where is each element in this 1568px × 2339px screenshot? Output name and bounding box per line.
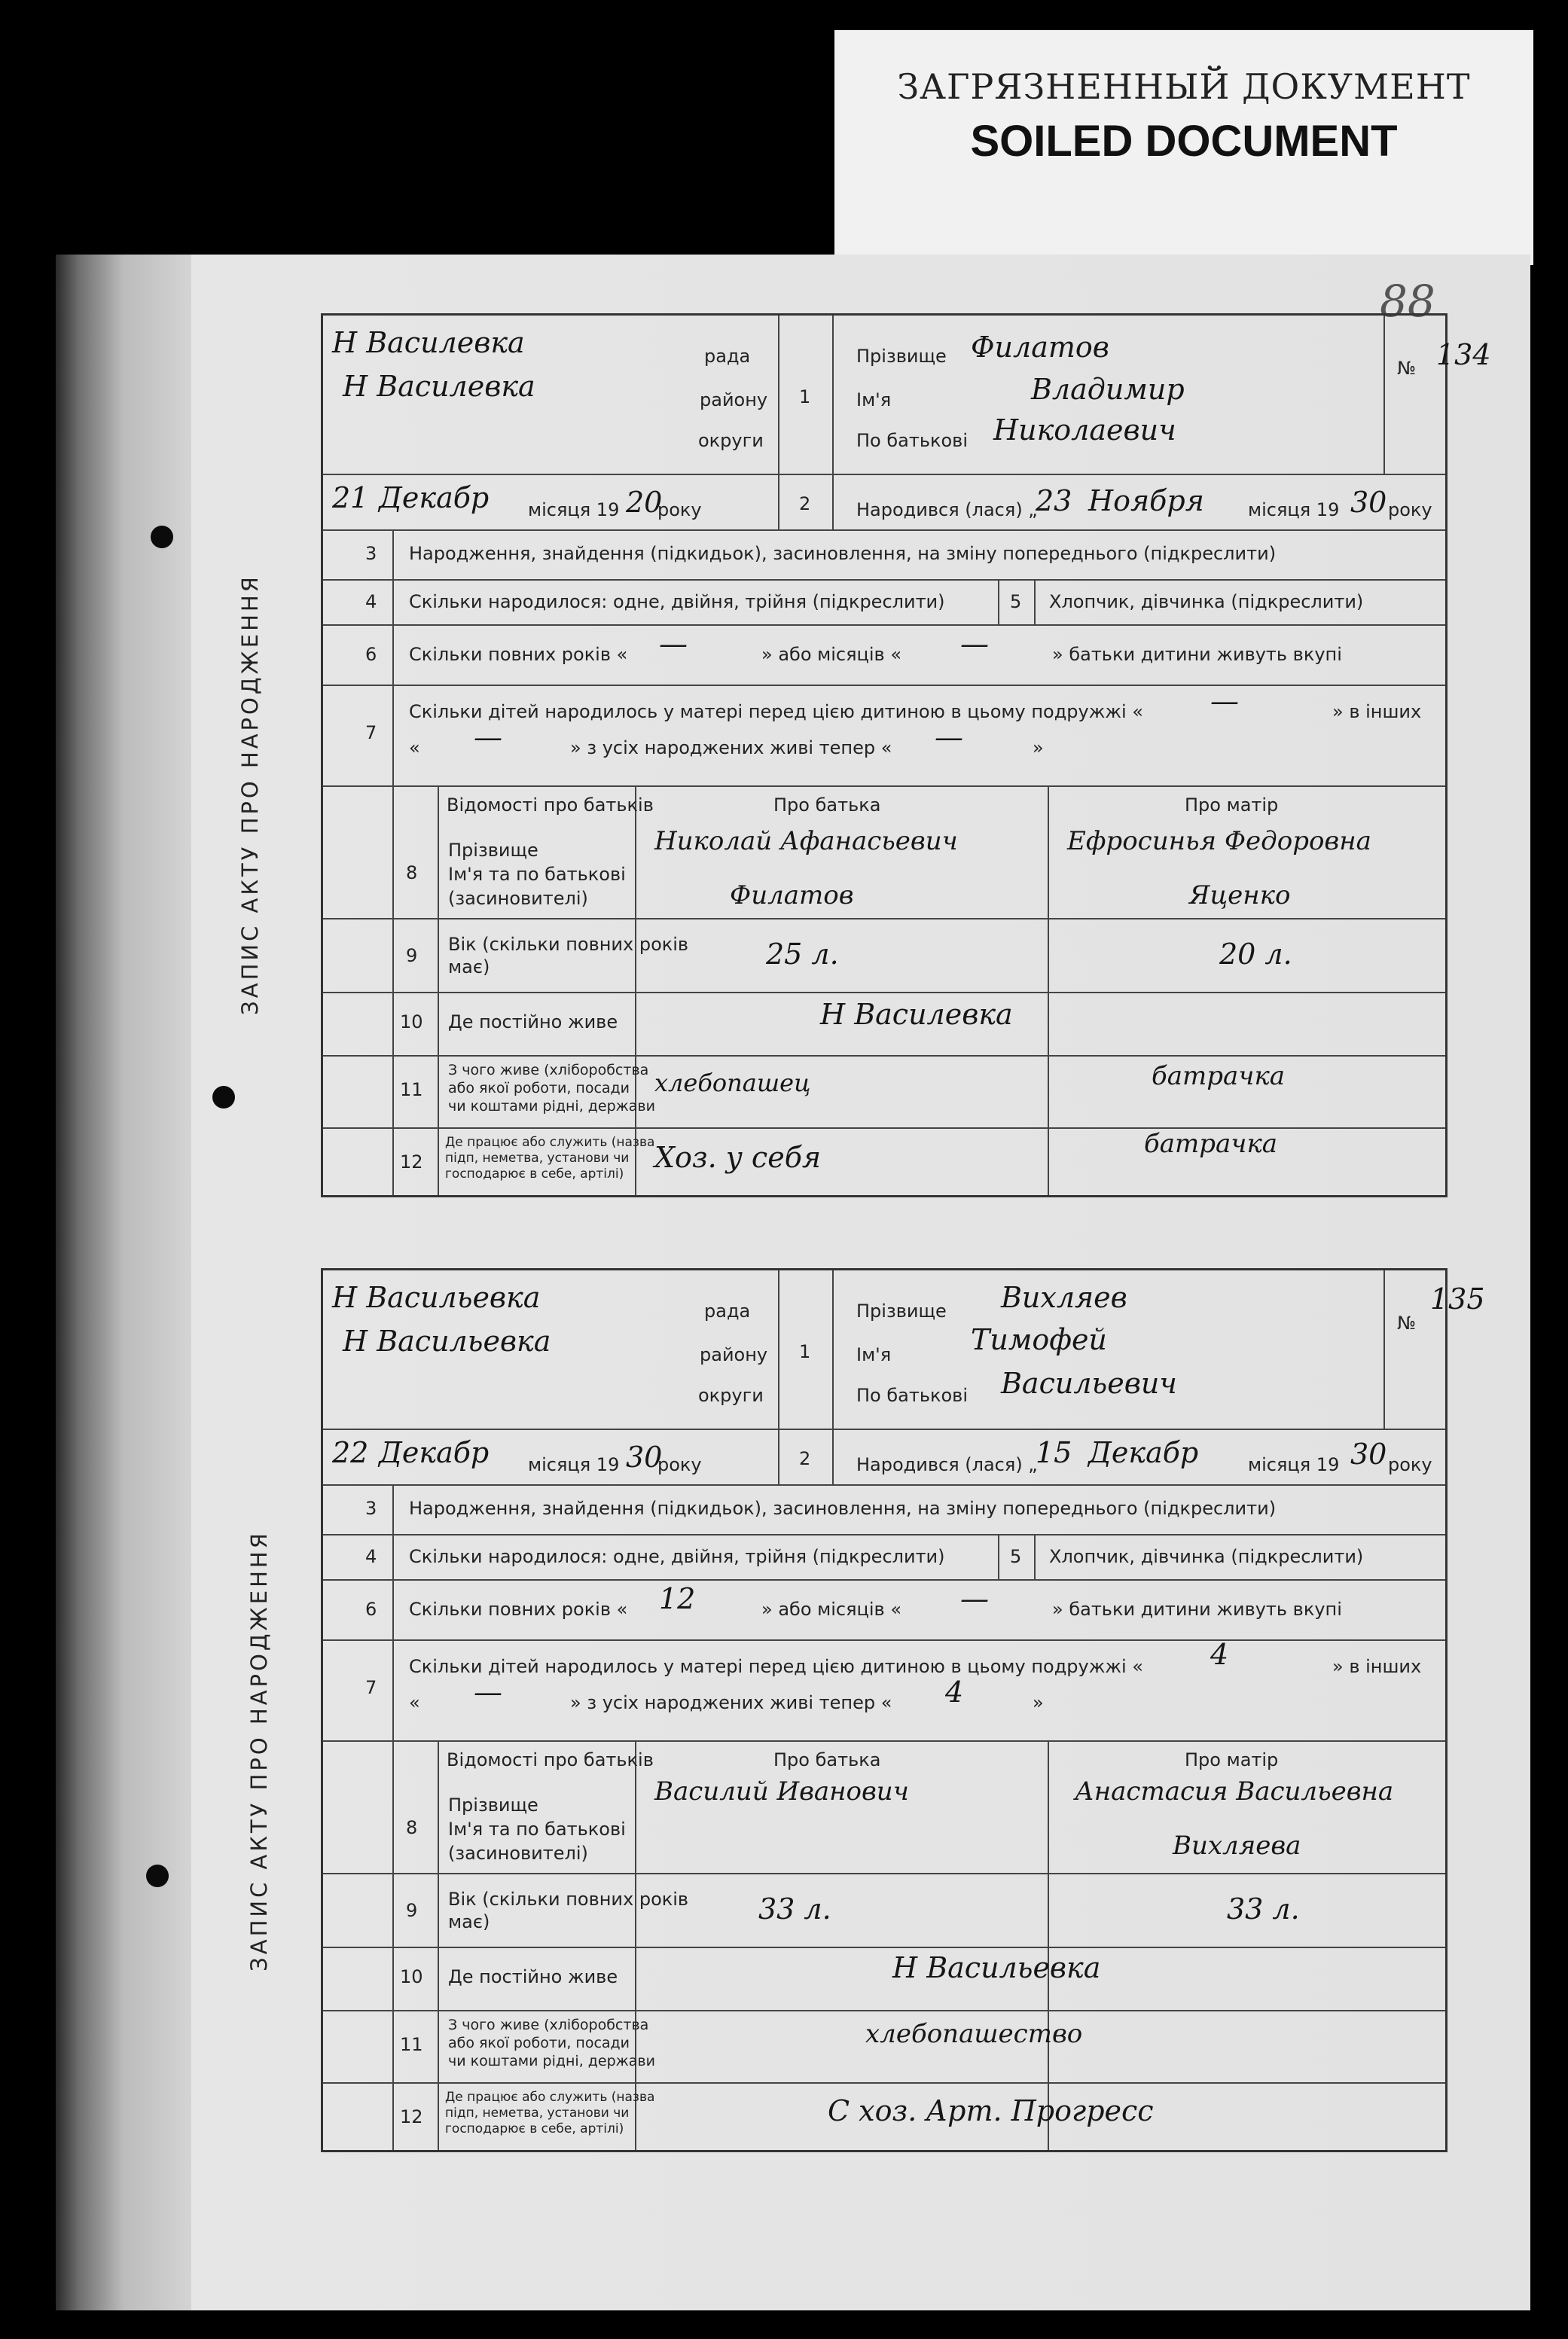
section-number: 10 — [400, 1966, 423, 1987]
children-alive-label: » з усіх народжених живі тепер « — [570, 737, 892, 758]
record-number: 135 — [1430, 1282, 1485, 1316]
birth-month-label: місяця 19 — [1248, 499, 1340, 520]
residence-label: Де постійно живе — [448, 1011, 618, 1032]
workplace-label: Де працює або служить (назва підп, неметва, установи чи господарює в себе, артілі) — [445, 2090, 655, 2136]
raion-value: Н Васильевка — [343, 1325, 551, 1358]
residence-value: Н Василевка — [820, 998, 1013, 1031]
mother-surname-value: Яценко — [1189, 880, 1291, 910]
children-other-label: » в інших — [1332, 701, 1422, 722]
children-other-label: » в інших — [1332, 1656, 1422, 1677]
mother-work-value: батрачка — [1144, 1129, 1278, 1159]
children-alive-close: » — [1033, 1692, 1044, 1713]
mother-livelihood-value: батрачка — [1152, 1061, 1286, 1091]
section-number: 7 — [365, 1677, 377, 1698]
residence-value: Н Васильевка — [892, 1951, 1101, 1984]
parents-together-label: » батьки дитини живуть вкупі — [1052, 644, 1342, 665]
children-before-label: Скільки дітей народилось у матері перед цією дитиною в цьому подружжі « — [409, 1656, 1143, 1677]
reg-month-label: місяця 19 — [528, 1454, 620, 1475]
section-number: 1 — [799, 386, 811, 407]
surname-label: Прізвище — [856, 1301, 947, 1322]
reg-month: Декабр — [379, 1436, 490, 1469]
work-value: С хоз. Арт. Прогресс — [828, 2094, 1154, 2127]
residence-label: Де постійно живе — [448, 1966, 618, 1987]
name-label: Ім'я — [856, 389, 892, 410]
raion-label: району — [700, 1344, 768, 1365]
raion-value: Н Василевка — [343, 370, 535, 403]
surname-label: Прізвище — [856, 346, 947, 367]
event-type-label: Народження, знайдення (підкидьок), засиновлення, на зміну попереднього (підкреслити) — [409, 543, 1277, 564]
parent-name-label: Прізвище Ім'я та по батькові (засиновителі) — [448, 1795, 626, 1864]
section-number: 11 — [400, 1079, 423, 1100]
section-number: 6 — [365, 644, 377, 665]
birth-day: 15 — [1036, 1436, 1072, 1469]
patronymic-value: Васильевич — [1001, 1367, 1177, 1400]
parents-header: Відомості про батьків — [447, 1749, 654, 1770]
document-sheet — [56, 255, 1530, 2310]
reg-year: 20 — [626, 486, 663, 519]
birth-record-135 — [321, 1268, 1485, 2152]
reg-month: Декабр — [379, 481, 490, 514]
father-header: Про батька — [773, 1749, 881, 1770]
months-label: » або місяців « — [761, 1599, 901, 1620]
years-together-label: Скільки повних років « — [409, 1599, 628, 1620]
section-number: 11 — [400, 2034, 423, 2055]
vertical-title: ЗАПИС АКТУ ПРО НАРОДЖЕННЯ — [246, 1530, 272, 1972]
section-number: 12 — [400, 1151, 423, 1173]
years-together-value: 12 — [659, 1582, 696, 1615]
name-value: Владимир — [1031, 373, 1185, 406]
father-name-value: Василий Иванович — [654, 1776, 909, 1807]
reg-roku-label: року — [657, 499, 702, 520]
children-before-value: — — [1210, 685, 1239, 718]
reg-roku-label: року — [657, 1454, 702, 1475]
birth-label: Народився (лася) „ — [856, 499, 1038, 520]
father-header: Про батька — [773, 794, 881, 816]
children-before-value: 4 — [1210, 1638, 1229, 1671]
birth-day: 23 — [1036, 484, 1072, 517]
section-number: 12 — [400, 2106, 423, 2127]
sex-label: Хлопчик, дівчинка (підкреслити) — [1049, 1546, 1364, 1567]
vertical-title: ЗАПИС АКТУ ПРО НАРОДЖЕННЯ — [237, 574, 263, 1015]
name-value: Тимофей — [971, 1323, 1107, 1356]
birth-month: Декабр — [1088, 1436, 1199, 1469]
birth-year: 30 — [1350, 1438, 1387, 1471]
children-alive-close: » — [1033, 737, 1044, 758]
section-number: 9 — [406, 1900, 418, 1921]
number-sign: № — [1397, 1313, 1416, 1334]
livelihood-value: хлебопашество — [865, 2019, 1083, 2049]
section-number: 10 — [400, 1011, 423, 1032]
children-other-value: — — [474, 1676, 502, 1709]
months-together-value: — — [960, 627, 989, 660]
birth-label: Народився (лася) „ — [856, 1454, 1038, 1475]
birth-year: 30 — [1350, 486, 1387, 519]
number-sign: № — [1397, 358, 1416, 379]
patronymic-label: По батькові — [856, 430, 968, 451]
father-work-value: Хоз. у себя — [654, 1141, 822, 1174]
mother-age-value: 33 л. — [1227, 1892, 1300, 1926]
section-number: 3 — [365, 543, 377, 564]
raion-label: району — [700, 389, 768, 410]
section-number: 9 — [406, 945, 418, 966]
section-number: 7 — [365, 722, 377, 743]
surname-value: Филатов — [971, 331, 1109, 364]
section-number: 4 — [365, 1546, 377, 1567]
rada-label: рада — [704, 346, 751, 367]
multiplicity-label: Скільки народилося: одне, двійня, трійня (підкреслити) — [409, 591, 945, 612]
section-number: 5 — [1010, 1546, 1022, 1567]
father-age-value: 25 л. — [766, 938, 839, 971]
multiplicity-label: Скільки народилося: одне, двійня, трійня (підкреслити) — [409, 1546, 945, 1567]
section-number: 1 — [799, 1341, 811, 1362]
children-alive-value: 4 — [945, 1676, 964, 1709]
months-label: » або місяців « — [761, 644, 901, 665]
sex-label: Хлопчик, дівчинка (підкреслити) — [1049, 591, 1364, 612]
section-number: 2 — [799, 493, 811, 514]
rada-value: Н Василевка — [332, 326, 525, 359]
page-number: 88 — [1380, 276, 1435, 327]
section-number: 4 — [365, 591, 377, 612]
record-number: 134 — [1436, 338, 1491, 371]
soiled-document-label — [834, 30, 1533, 265]
section-number: 3 — [365, 1498, 377, 1519]
children-other-open: « — [409, 1692, 420, 1713]
years-together-label: Скільки повних років « — [409, 644, 628, 665]
father-name-value: Николай Афанасьевич — [654, 826, 958, 856]
birth-record-134 — [321, 313, 1491, 1197]
years-together-value: — — [659, 627, 688, 660]
birth-month: Ноября — [1088, 484, 1204, 517]
parent-name-label: Прізвище Ім'я та по батькові (засиновителі) — [448, 840, 626, 909]
rada-value: Н Васильевка — [332, 1281, 541, 1314]
okrugy-label: округи — [698, 430, 764, 451]
section-number: 2 — [799, 1448, 811, 1469]
reg-month-label: місяця 19 — [528, 499, 620, 520]
birth-roku-label: року — [1388, 499, 1432, 520]
section-number: 8 — [406, 1817, 418, 1838]
okrugy-label: округи — [698, 1385, 764, 1406]
age-label: Вік (скільки повних років має) — [448, 934, 689, 977]
section-number: 6 — [365, 1599, 377, 1620]
mother-age-value: 20 л. — [1219, 938, 1292, 971]
mother-name-value: Анастасия Васильевна — [1075, 1776, 1394, 1807]
punch-hole — [151, 526, 173, 548]
section-number: 8 — [406, 862, 418, 883]
punch-hole — [212, 1086, 235, 1109]
mother-surname-value: Вихляева — [1173, 1831, 1301, 1861]
birth-month-label: місяця 19 — [1248, 1454, 1340, 1475]
soiled-label-russian: ЗАГРЯЗНЕННЫЙ ДОКУМЕНТ — [897, 66, 1471, 107]
father-surname-value: Филатов — [730, 880, 854, 910]
mother-name-value: Ефросинья Федоровна — [1067, 826, 1371, 856]
birth-roku-label: року — [1388, 1454, 1432, 1475]
livelihood-label: З чого живе (хліборобства або якої роботи, посади чи коштами рідні, держави — [448, 1062, 655, 1115]
patronymic-value: Николаевич — [993, 413, 1176, 447]
age-label: Вік (скільки повних років має) — [448, 1889, 689, 1932]
parents-header: Відомості про батьків — [447, 794, 654, 816]
event-type-label: Народження, знайдення (підкидьок), засиновлення, на зміну попереднього (підкреслити) — [409, 1498, 1277, 1519]
months-together-value: — — [960, 1582, 989, 1615]
punch-hole — [146, 1865, 169, 1887]
surname-value: Вихляев — [1001, 1281, 1127, 1314]
mother-header: Про матір — [1185, 1749, 1279, 1770]
reg-year: 30 — [626, 1441, 663, 1474]
children-alive-label: » з усіх народжених живі тепер « — [570, 1692, 892, 1713]
section-number: 5 — [1010, 591, 1022, 612]
rada-label: рада — [704, 1301, 751, 1322]
children-other-value: — — [474, 721, 502, 754]
name-label: Ім'я — [856, 1344, 892, 1365]
reg-day: 22 — [332, 1436, 369, 1469]
children-before-label: Скільки дітей народилось у матері перед цією дитиною в цьому подружжі « — [409, 701, 1143, 722]
children-alive-value: — — [935, 721, 963, 754]
parents-together-label: » батьки дитини живуть вкупі — [1052, 1599, 1342, 1620]
reg-day: 21 — [332, 481, 369, 514]
mother-header: Про матір — [1185, 794, 1279, 816]
workplace-label: Де працює або служить (назва підп, неметва, установи чи господарює в себе, артілі) — [445, 1135, 655, 1182]
livelihood-label: З чого живе (хліборобства або якої роботи, посади чи коштами рідні, держави — [448, 2017, 655, 2069]
children-other-open: « — [409, 737, 420, 758]
father-age-value: 33 л. — [758, 1892, 831, 1926]
binding-strip — [56, 255, 191, 2310]
patronymic-label: По батькові — [856, 1385, 968, 1406]
soiled-label-english: SOILED DOCUMENT — [970, 117, 1398, 166]
father-livelihood-value: хлебопашец — [654, 1069, 811, 1097]
